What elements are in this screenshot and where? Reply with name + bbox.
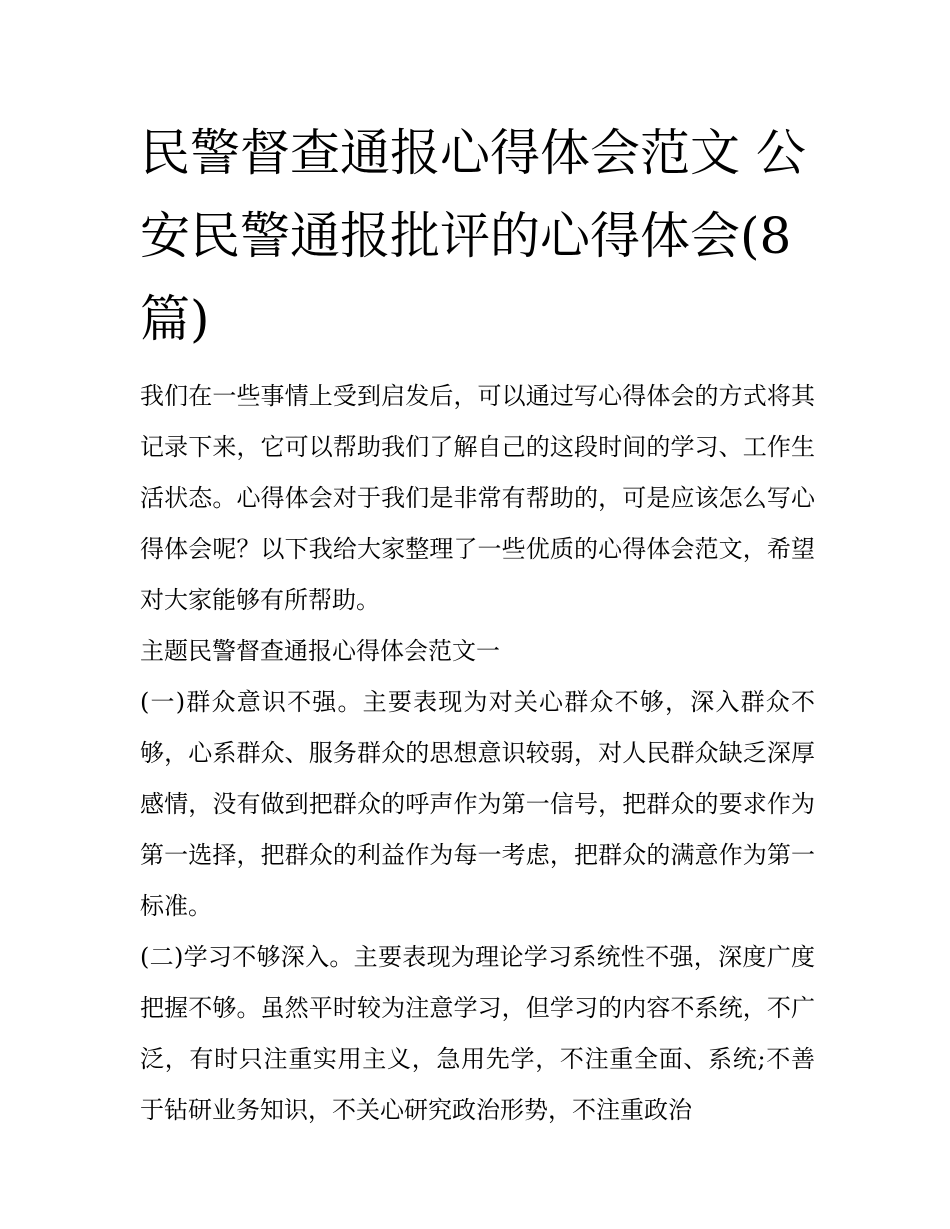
section-heading: 主题民警督查通报心得体会范文一	[140, 637, 500, 665]
document-title: 民警督查通报心得体会范文 公安民警通报批评的心得体会(8篇)	[140, 124, 806, 348]
intro-paragraph: 我们在一些事情上受到启发后，可以通过写心得体会的方式将其记录下来，它可以帮助我们了解自己的这段时间的学习、工作生活状态。心得体会对于我们是非常有帮助的，可是应该怎么写心得体会呢？以下我给大家整理了一些优质的心得体会范文，希望对大家能够有所帮助。	[140, 382, 815, 614]
document-body	[140, 112, 815, 1136]
paragraph-point-1: (一)群众意识不强。主要表现为对关心群众不够，深入群众不够，心系群众、服务群众的思想意识较弱，对人民群众缺乏深厚感情，没有做到把群众的呼声作为第一信号，把群众的要求作为第一选择，把群众的利益作为每一考虑，把群众的满意作为第一标准。	[140, 688, 815, 920]
paragraph-point-2: (二)学习不够深入。主要表现为理论学习系统性不强，深度广度把握不够。虽然平时较为注意学习，但学习的内容不系统，不广泛，有时只注重实用主义，急用先学，不注重全面、系统;不善于钻研业务知识，不关心研究政治形势，不注重政治	[140, 943, 815, 1124]
